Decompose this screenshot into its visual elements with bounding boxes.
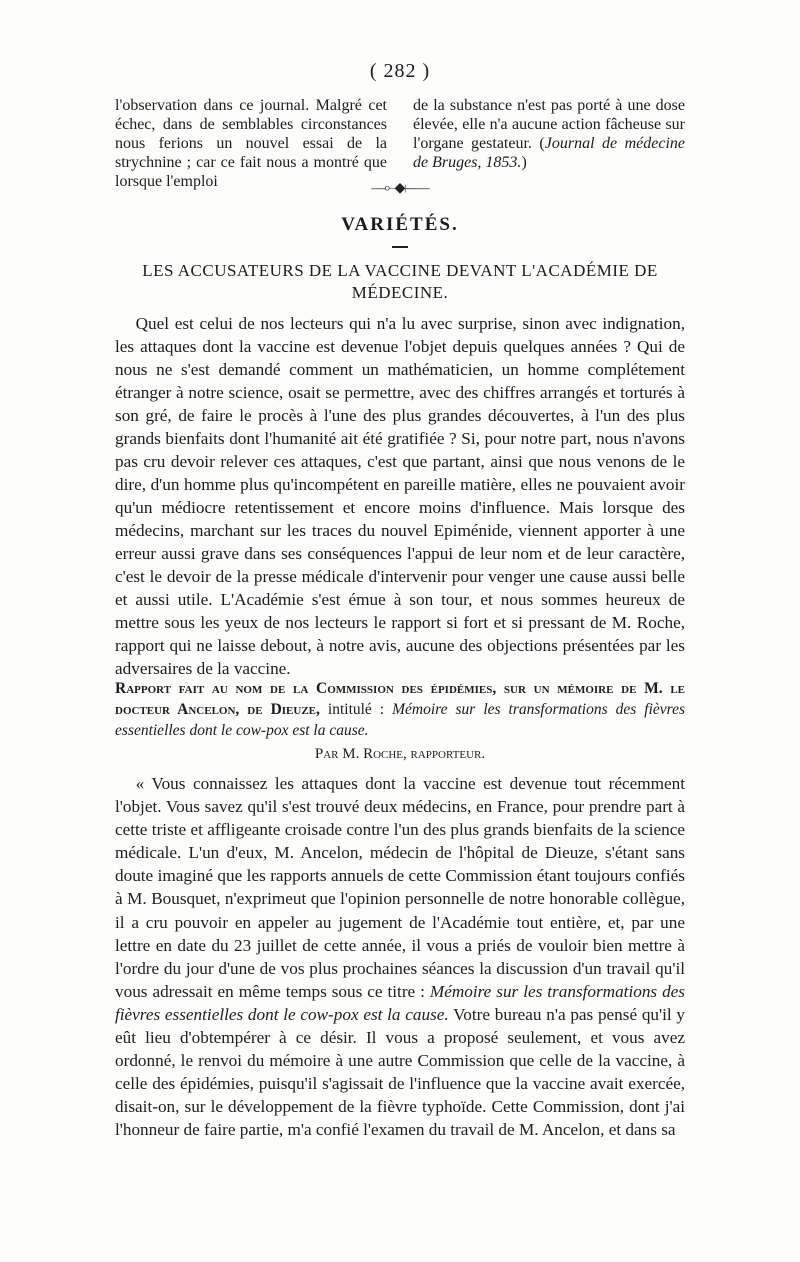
ornament-divider: —⟜◆⟝—: [371, 181, 429, 196]
report-title: [115, 678, 685, 741]
report-paragraph-end: Votre bureau n'a pas pensé qu'il y eût lieu d'obtempérer à ce désir. Il vous a proposé seulement, et vous avez ordonné, le renvoi du mémoire à une autre Commission que celle de la vaccine, à celle des épidémies, puisqu'il s'agissait de l'influence que la vaccine avait exercée, disait-on, sur le développement de la fièvre typhoïde. Cette Commission, dont j'ai l'honneur de faire partie, m'a confié l'examen du travail de M. Ancelon, et dans sa: [115, 1004, 685, 1140]
two-column-block: [115, 96, 685, 191]
report-paragraph: [115, 772, 685, 1142]
left-column-text: l'observation dans ce journal. Malgré cet échec, dans de semblables circonstances nous ferions un nouvel essai de la strychnine ; car ce fait nous a montré que lorsque l'emploi: [115, 97, 387, 190]
report-paragraph-start: « Vous connaissez les attaques dont la vaccine est devenue tout récemment l'objet. Vous savez qu'il s'est trouvé deux médecins, en France, pour prendre part à cette triste et affligeante croisade contre l'un des plus grands bienfaits de la science médicale. L'un d'eux, M. Ancelon, médecin de l'hôpital de Dieuze, s'étant sans doute imaginé que les rapports annuels de cette Commission étant toujours confiés à M. Bousquet, n'exprimeut que l'opinion personnelle de notre honorable collègue, il a cru pouvoir en appeler au jugement de l'Académie tout entière, et, par une lettre en date du 23 juillet de cette année, il vous a priés de vouloir bien mettre à l'ordre du jour d'une de vos plus prochaines séances la discussion d'un travail qu'il vous adressait en même temps sous ce titre :: [115, 774, 685, 1001]
report-paragraph-memoir-title: Mémoire sur les transformations des fièvres essentielles dont le cow-pox est la cause.: [115, 981, 685, 1024]
page-number: ( 282 ): [369, 60, 431, 82]
report-title-mid: intitulé :: [319, 701, 393, 718]
article-headline: LES ACCUSATEURS DE LA VACCINE DEVANT L'ACADÉMIE DE MÉDECINE.: [142, 261, 658, 302]
report-title-memoir: Mémoire sur les transformations des fièvres essentielles dont le cow-pox est la cause.: [115, 701, 686, 739]
right-column-text: [413, 96, 685, 191]
section-title: VARIÉTÉS.: [341, 214, 459, 235]
right-column-body: de la substance n'est pas porté à une dose élevée, elle n'a aucune action fâcheuse sur l'organe gestateur. (: [413, 97, 685, 152]
report-title-lead: Rapport fait au nom de la Commission des épidémies, sur un mémoire de M. le docteur Ancelon, de Dieuze,: [115, 680, 685, 718]
report-byline: Par M. Roche, rapporteur.: [314, 746, 486, 762]
journal-citation: Journal de médecine de Bruges, 1853.: [413, 135, 686, 171]
title-dash: [392, 246, 408, 248]
intro-paragraph: Quel est celui de nos lecteurs qui n'a lu avec surprise, sinon avec indignation, les attaques dont la vaccine est devenue l'objet depuis quelques années ? Qui de nous ne s'est demandé comment un mathématicien, un homme complétement étranger à notre science, osait se permettre, avec des chiffres arrangés et torturés à son gré, de faire le procès à l'une des plus grandes découvertes, à l'un des plus grands bienfaits dont l'humanité ait été gratifiée ? Si, pour notre part, nous n'avons pas cru devoir relever ces attaques, c'est que partant, ainsi que nous venons de le dire, d'un homme plus qu'incompétent en pareille matière, elles ne pouvaient avoir qu'un médiocre retentissement et encore moins d'influence. Mais lorsque des médecins, marchant sur les traces du nouvel Epiménide, viennent apporter à une erreur aussi grave dans ses conséquences l'appui de leur nom et de leur caractère, c'est le devoir de la presse médicale d'intervenir pour venger une cause aussi belle et aussi utile. L'Académie s'est émue à son tour, et nous sommes heureux de mettre sous les yeux de nos lecteurs le rapport si fort et si pressant de M. Roche, rapport qui ne laisse debout, à notre avis, aucune des objections présentées par les adversaires de la vaccine.: [115, 314, 685, 678]
citation-close: ): [521, 154, 527, 171]
